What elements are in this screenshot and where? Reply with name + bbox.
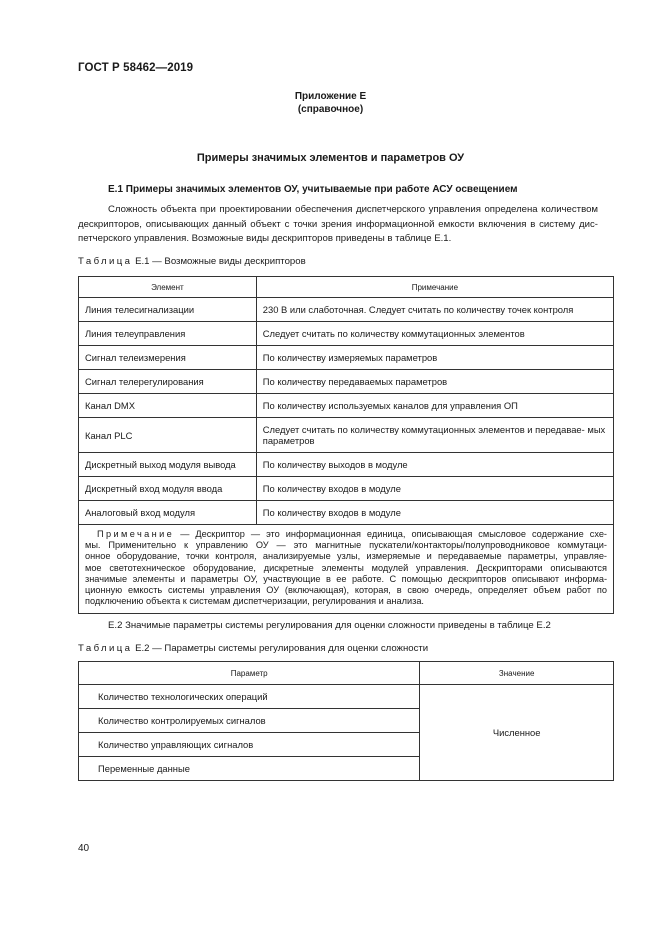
column-header-note: Примечание: [256, 277, 613, 298]
table-row: [79, 394, 614, 418]
note-line: мое светотехническое оборудование, дискретные элементы модулей управления. Дескрипторами описываются: [85, 562, 607, 573]
column-header-parameter: Параметр: [79, 662, 420, 685]
parameter-cell: Количество управляющих сигналов: [79, 733, 420, 757]
note-line: подключению объекта к системам диспетчеризации, регулирования и анализа.: [85, 596, 424, 607]
column-header-element: Элемент: [79, 277, 257, 298]
paragraph-line: дескрипторов, описывающих данный объект с точки зрения информационной емкости включения в систему дис-: [78, 218, 598, 230]
descriptors-table: [78, 276, 614, 614]
table-note-row: [79, 525, 614, 614]
element-cell: Линия телесигнализации: [79, 298, 257, 322]
section-e2-text: Е.2 Значимые параметры системы регулирования для оценки сложности приведены в таблице Е.2: [108, 620, 551, 631]
table-row: [79, 453, 614, 477]
element-cell: Сигнал телеизмерения: [79, 346, 257, 370]
regulation-parameters-table: [78, 661, 614, 781]
annex-type: (справочное): [297, 104, 364, 115]
table2-caption: [78, 643, 428, 654]
annex-title: Приложение Е: [294, 91, 367, 102]
element-cell: Канал PLC: [79, 418, 257, 453]
paragraph-line: Сложность объекта при проектировании обеспечения диспетчерского управления определена количеством: [108, 204, 598, 215]
document-id: ГОСТ Р 58462—2019: [78, 62, 194, 74]
element-cell: Линия телеуправления: [79, 322, 257, 346]
note-line: значимые элементы и параметры ОУ, участвующие в ее работе. С помощью дескрипторов описывают информа-: [85, 573, 607, 584]
note-line-text: — Дескриптор — это информационная единица, описывающая смысловое содержание схе-: [174, 529, 607, 539]
parameter-cell: Количество технологических операций: [79, 685, 420, 709]
parameter-cell: Количество контролируемых сигналов: [79, 709, 420, 733]
note-line: онное оборудование, точки контроля, анализируемые узлы, измеряемые и передаваемые параметры, управляе-: [85, 551, 607, 562]
note-line: мы. Применительно к управлению ОУ — это магнитные пускатели/контакторы/полупроводниковое коммутаци-: [85, 540, 607, 551]
note-cell: 230 В или слаботочная. Следует считать по количеству точек контроля: [256, 298, 613, 322]
note-line: [85, 529, 607, 540]
note-cell: Следует считать по количеству коммутационных элементов: [256, 322, 613, 346]
page-number: 40: [78, 843, 90, 854]
note-cell: По количеству используемых каналов для управления ОП: [256, 394, 613, 418]
element-cell: Канал DMX: [79, 394, 257, 418]
note-cell: По количеству входов в модуле: [256, 477, 613, 501]
table-row: [79, 298, 614, 322]
note-cell: По количеству выходов в модуле: [256, 453, 613, 477]
table-row: [79, 346, 614, 370]
note-cell: Следует считать по количеству коммутационных элементов и передавае- мых параметров: [256, 418, 613, 453]
table-row: [79, 477, 614, 501]
note-line: ционную емкость системы управления ОУ (включающая), которая, в свою очередь, определяет объем работ по: [85, 585, 607, 596]
table-row: [79, 370, 614, 394]
paragraph-line: петчерского управления. Возможные виды дескрипторов приведены в таблице Е.1.: [78, 233, 452, 244]
column-header-value: Значение: [420, 662, 614, 685]
table1-caption-prefix: Таблица: [78, 256, 133, 267]
section-e1-paragraph: [78, 203, 598, 247]
value-cell: Численное: [420, 685, 614, 781]
note-prefix: Примечание: [97, 529, 175, 539]
element-cell: Дискретный вход модуля ввода: [79, 477, 257, 501]
element-cell: Сигнал телерегулирования: [79, 370, 257, 394]
table2-caption-prefix: Таблица: [78, 643, 133, 654]
table-header-row: [79, 662, 614, 685]
note-cell: По количеству входов в модуле: [256, 501, 613, 525]
table-header-row: [79, 277, 614, 298]
table1-caption: [78, 256, 306, 267]
main-title: Примеры значимых элементов и параметров ОУ: [196, 152, 465, 164]
table-row: [79, 322, 614, 346]
table2-caption-text: Е.2 — Параметры системы регулирования для оценки сложности: [135, 643, 429, 654]
table1-caption-text: Е.1 — Возможные виды дескрипторов: [135, 256, 306, 267]
table-row: [79, 685, 614, 709]
note-cell: По количеству измеряемых параметров: [256, 346, 613, 370]
element-cell: Дискретный выход модуля вывода: [79, 453, 257, 477]
table-note: [79, 525, 614, 614]
section-e1-heading: Е.1 Примеры значимых элементов ОУ, учитываемые при работе АСУ освещением: [108, 184, 518, 195]
table-row: [79, 501, 614, 525]
table-row: [79, 418, 614, 453]
note-cell: По количеству передаваемых параметров: [256, 370, 613, 394]
element-cell: Аналоговый вход модуля: [79, 501, 257, 525]
parameter-cell: Переменные данные: [79, 757, 420, 781]
